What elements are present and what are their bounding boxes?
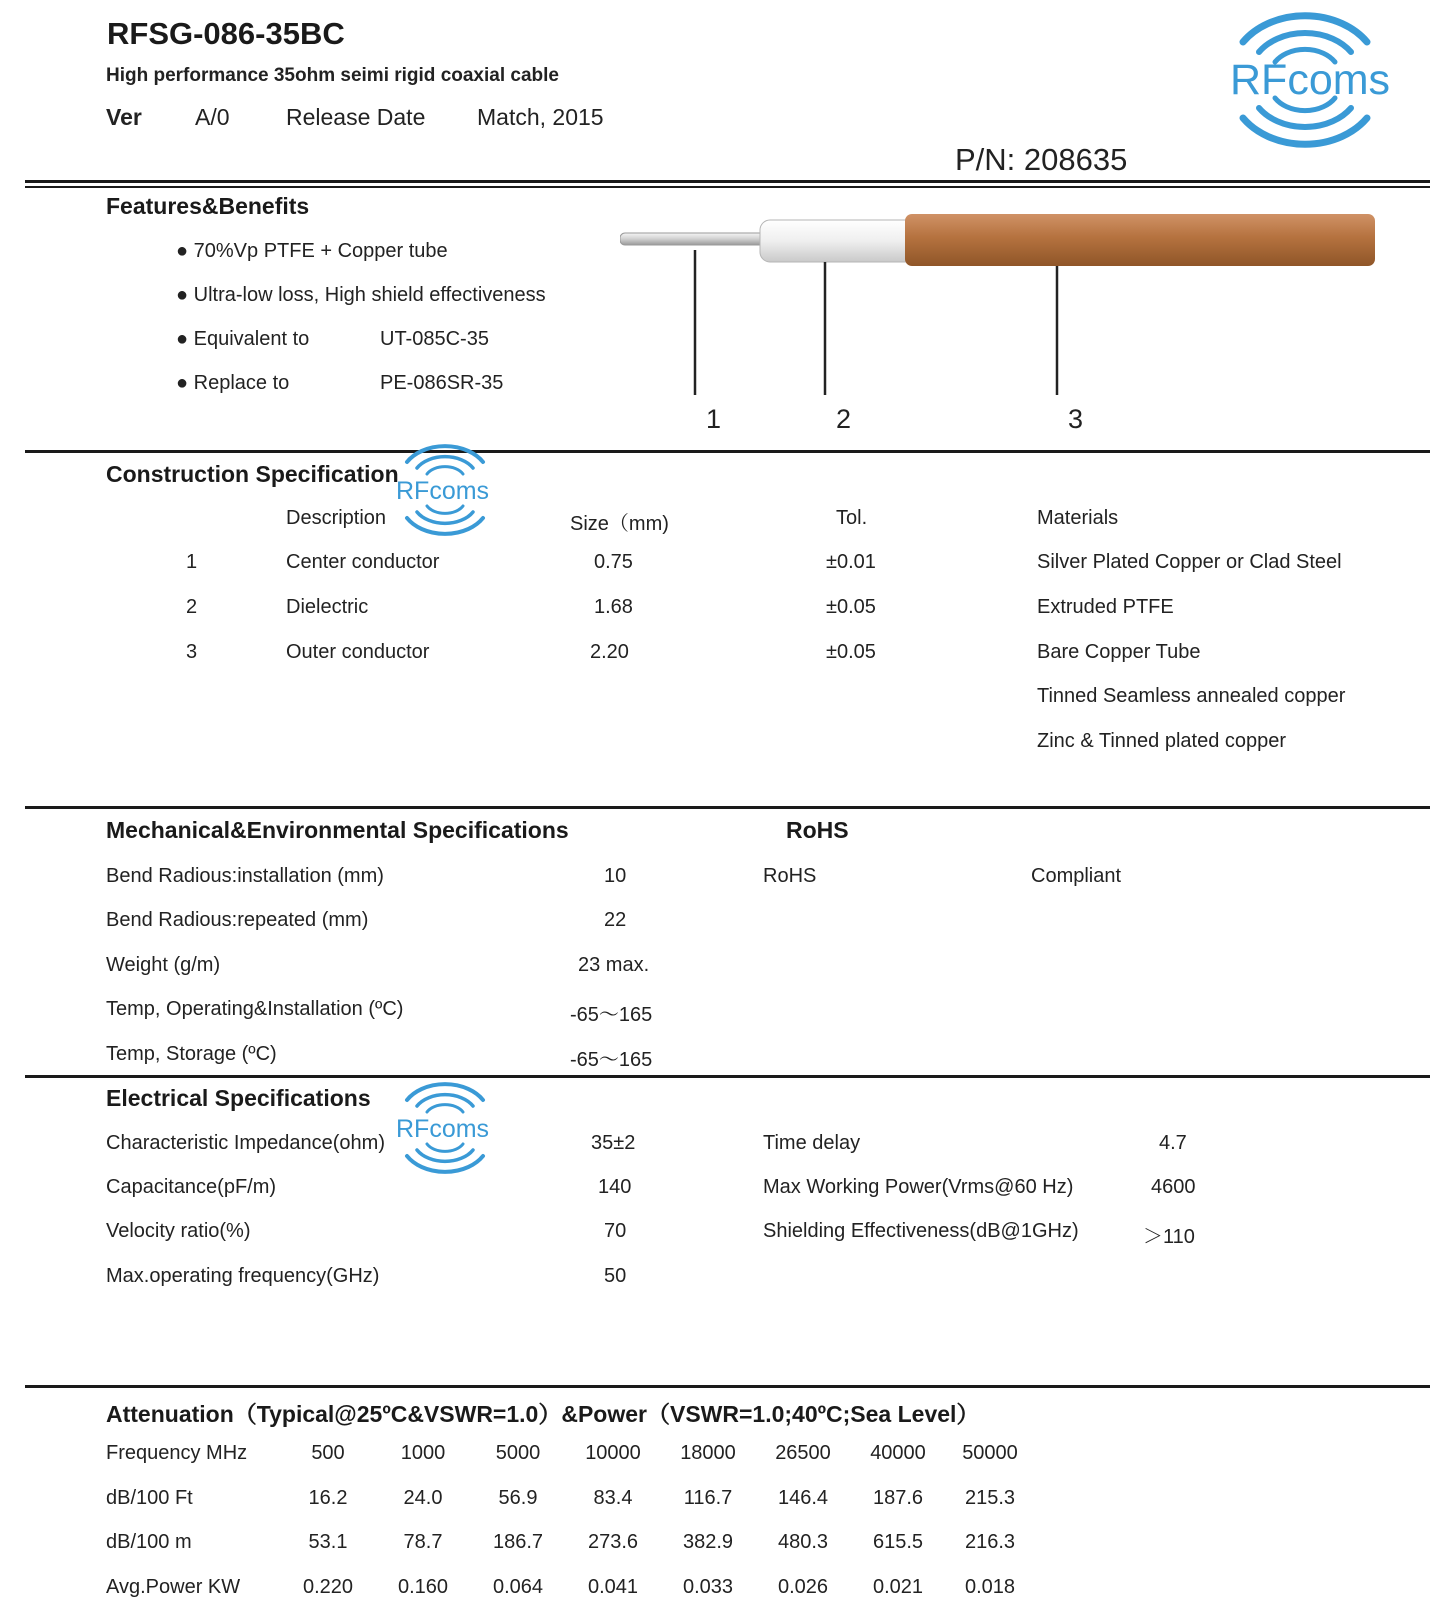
atten-row-label: Avg.Power KW <box>106 1576 241 1598</box>
atten-cell: 26500 <box>775 1442 831 1464</box>
mechanical-title: Mechanical&Environmental Specifications <box>106 817 569 843</box>
elec-label: Shielding Effectiveness(dB@1GHz) <box>763 1220 1079 1242</box>
logo-text: RFcoms <box>1230 56 1391 104</box>
release-date-value: Match, 2015 <box>477 104 604 130</box>
row-material: Bare Copper Tube <box>1037 641 1201 663</box>
rfcoms-logo <box>1225 0 1395 165</box>
atten-cell: 5000 <box>495 1442 541 1464</box>
mech-value: -65～165 <box>570 1049 653 1071</box>
document-title: RFSG-086-35BC <box>107 16 345 51</box>
atten-cell: 116.7 <box>683 1487 733 1509</box>
mech-label: Weight (g/m) <box>106 954 221 976</box>
section-rule <box>25 1075 1430 1078</box>
logo-text: RFcoms <box>396 1115 490 1143</box>
atten-cell: 0.033 <box>682 1576 734 1598</box>
elec-label: Time delay <box>763 1132 861 1154</box>
atten-cell: 1000 <box>400 1442 446 1464</box>
section-rule <box>25 806 1430 809</box>
row-material: Extruded PTFE <box>1037 596 1174 618</box>
feature-item: ● Ultra-low loss, High shield effectiveness <box>176 284 546 306</box>
atten-cell: 40000 <box>870 1442 926 1464</box>
atten-cell: 50000 <box>962 1442 1018 1464</box>
atten-cell: 56.9 <box>498 1487 538 1509</box>
atten-cell: 215.3 <box>964 1487 1016 1509</box>
elec-value: 35±2 <box>591 1132 636 1154</box>
rfcoms-watermark-logo <box>393 440 503 540</box>
feature-item: ● Replace to <box>176 372 290 394</box>
atten-cell: 480.3 <box>777 1531 829 1553</box>
atten-cell: 16.2 <box>308 1487 348 1509</box>
mech-value: 22 <box>604 909 627 931</box>
feature-item: ● Equivalent to <box>176 328 310 350</box>
atten-cell: 53.1 <box>308 1531 348 1553</box>
elec-label: Max.operating frequency(GHz) <box>106 1265 380 1287</box>
outer-conductor-shape <box>905 214 1375 266</box>
section-rule <box>25 1385 1430 1388</box>
row-tol: ±0.01 <box>826 551 876 573</box>
atten-cell: 0.021 <box>872 1576 924 1598</box>
elec-label: Characteristic Impedance(ohm) <box>106 1132 385 1154</box>
atten-cell: 187.6 <box>872 1487 924 1509</box>
elec-value: 70 <box>604 1220 627 1242</box>
feature-item-value: PE-086SR-35 <box>380 372 504 394</box>
atten-cell: 10000 <box>585 1442 641 1464</box>
atten-cell: 0.064 <box>492 1576 544 1598</box>
row-description: Dielectric <box>286 596 369 618</box>
part-number: P/N: 208635 <box>955 142 1128 177</box>
header-rule-thin <box>25 186 1430 188</box>
col-header-materials: Materials <box>1037 507 1119 529</box>
atten-cell: 78.7 <box>403 1531 443 1553</box>
atten-cell: 146.4 <box>777 1487 829 1509</box>
rohs-label: RoHS <box>763 865 817 887</box>
row-tol: ±0.05 <box>826 641 876 663</box>
atten-cell: 0.026 <box>777 1576 829 1598</box>
extra-material: Tinned Seamless annealed copper <box>1037 685 1346 707</box>
rohs-value: Compliant <box>1031 865 1122 887</box>
attenuation-title: Attenuation（Typical@25ºC&VSWR=1.0）&Power（VSWR=1.0;40ºC;Sea Level） <box>106 1401 980 1427</box>
mech-value: 23 max. <box>578 954 650 976</box>
col-header-tol: Tol. <box>836 507 868 529</box>
rohs-title: RoHS <box>786 817 849 843</box>
feature-item: ● 70%Vp PTFE + Copper tube <box>176 240 448 262</box>
features-title: Features&Benefits <box>106 193 310 219</box>
version-label: Ver <box>106 104 142 130</box>
callout-label: 1 <box>706 404 722 434</box>
cable-cross-section-illustration <box>620 200 1410 460</box>
row-material: Silver Plated Copper or Clad Steel <box>1037 551 1342 573</box>
atten-cell: 0.041 <box>587 1576 639 1598</box>
atten-cell: 500 <box>311 1442 345 1464</box>
elec-value: 50 <box>604 1265 627 1287</box>
atten-row-label: dB/100 m <box>106 1531 192 1553</box>
row-size: 0.75 <box>594 551 633 573</box>
row-size: 2.20 <box>590 641 629 663</box>
version-value: A/0 <box>195 104 230 130</box>
document-subtitle: High performance 35ohm seimi rigid coaxial cable <box>106 65 559 86</box>
atten-cell: 0.160 <box>397 1576 449 1598</box>
dielectric-shape <box>760 220 920 262</box>
release-date-label: Release Date <box>286 104 426 130</box>
row-description: Center conductor <box>286 551 440 573</box>
row-number: 2 <box>186 596 198 618</box>
elec-label: Capacitance(pF/m) <box>106 1176 277 1198</box>
row-description: Outer conductor <box>286 641 430 663</box>
elec-label: Velocity ratio(%) <box>106 1220 251 1242</box>
col-header-description: Description <box>286 507 387 529</box>
atten-cell: 382.9 <box>682 1531 734 1553</box>
elec-value: 140 <box>598 1176 632 1198</box>
atten-cell: 273.6 <box>587 1531 639 1553</box>
mech-label: Temp, Storage (ºC) <box>106 1043 277 1065</box>
construction-title: Construction Specification <box>106 461 399 487</box>
mech-label: Bend Radious:repeated (mm) <box>106 909 369 931</box>
logo-text: RFcoms <box>396 477 490 505</box>
header-rule-thick <box>25 180 1430 183</box>
elec-label: Max Working Power(Vrms@60 Hz) <box>763 1176 1074 1198</box>
mech-value: 10 <box>604 865 627 887</box>
atten-cell: 0.220 <box>302 1576 354 1598</box>
row-number: 3 <box>186 641 198 663</box>
feature-item-value: UT-085C-35 <box>380 328 489 350</box>
elec-value: ＞110 <box>1143 1226 1195 1248</box>
col-header-size: Size（mm) <box>570 513 669 535</box>
mech-label: Bend Radious:installation (mm) <box>106 865 384 887</box>
atten-cell: 0.018 <box>964 1576 1016 1598</box>
atten-cell: 18000 <box>680 1442 736 1464</box>
atten-cell: 216.3 <box>964 1531 1016 1553</box>
electrical-title: Electrical Specifications <box>106 1085 371 1111</box>
atten-cell: 615.5 <box>872 1531 924 1553</box>
atten-row-label: dB/100 Ft <box>106 1487 193 1509</box>
row-tol: ±0.05 <box>826 596 876 618</box>
row-number: 1 <box>186 551 198 573</box>
atten-cell: 83.4 <box>593 1487 633 1509</box>
mech-value: -65～165 <box>570 1004 653 1026</box>
center-conductor-shape <box>620 233 770 245</box>
atten-cell: 24.0 <box>403 1487 443 1509</box>
row-size: 1.68 <box>594 596 633 618</box>
callout-label: 3 <box>1068 404 1084 434</box>
callout-label: 2 <box>836 404 852 434</box>
elec-value: 4600 <box>1151 1176 1196 1198</box>
atten-row-label: Frequency MHz <box>106 1442 248 1464</box>
elec-value: 4.7 <box>1159 1132 1187 1154</box>
section-rule <box>25 450 1430 453</box>
extra-material: Zinc & Tinned plated copper <box>1037 730 1287 752</box>
atten-cell: 186.7 <box>492 1531 544 1553</box>
mech-label: Temp, Operating&Installation (ºC) <box>106 998 404 1020</box>
rfcoms-watermark-logo <box>393 1078 503 1178</box>
